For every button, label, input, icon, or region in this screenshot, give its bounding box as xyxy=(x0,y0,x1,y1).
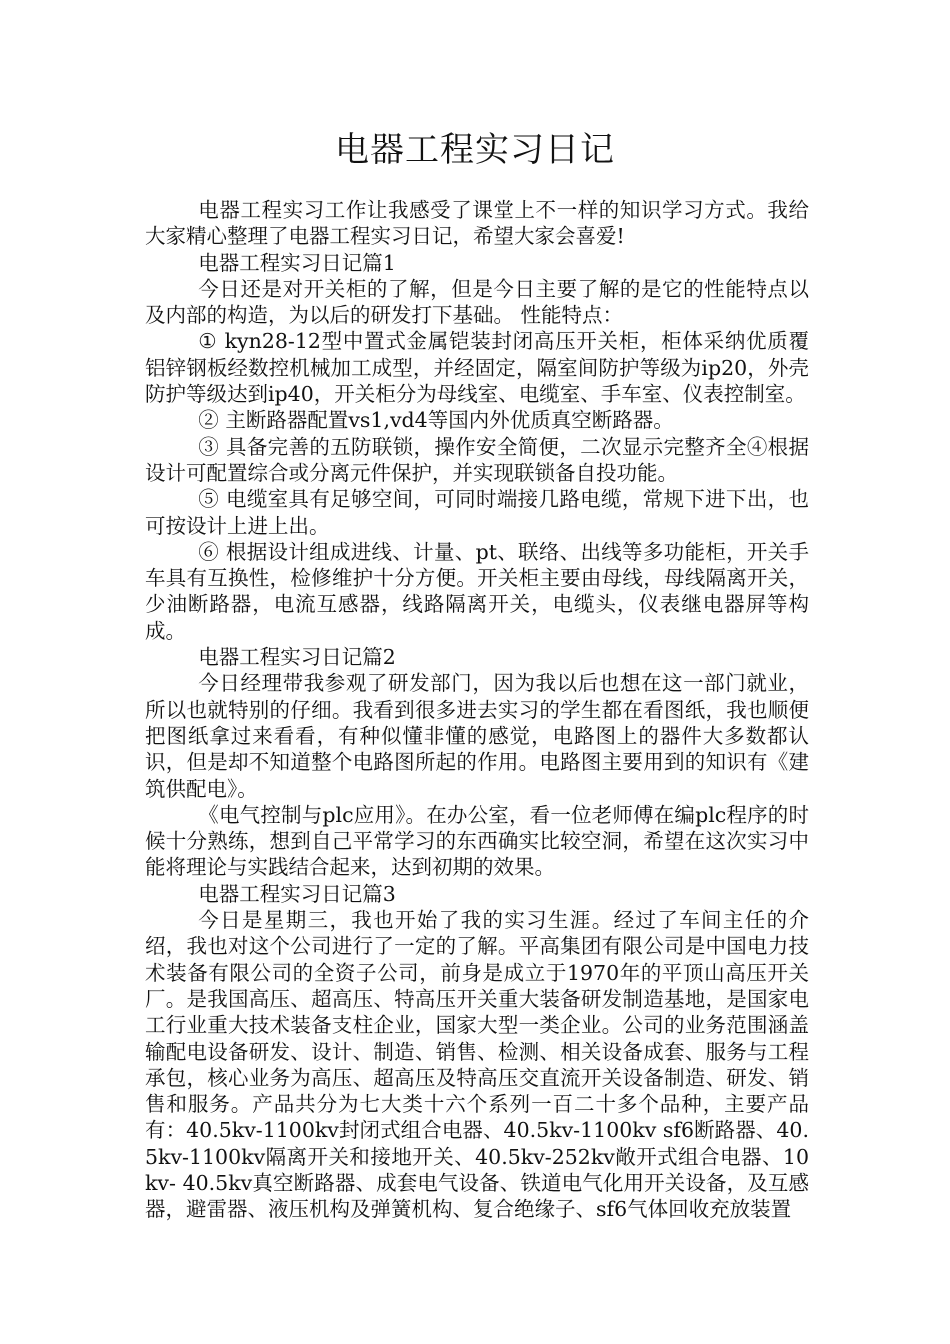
list-item-6: ⑥ 根据设计组成进线、计量、pt、联络、出线等多功能柜，开关手车具有互换性，检修维护十分方便。开关柜主要由母线，母线隔离开关，少油断路器，电流互感器，线路隔离开关，电缆头，仪表继电器屏等构成。 xyxy=(145,539,809,643)
body-paragraph: 今日是星期三，我也开始了我的实习生涯。经过了车间主任的介绍，我也对这个公司进行了一定的了解。平高集团有限公司是中国电力技术装备有限公司的全资子公司，前身是成立于1970年的平顶山高压开关厂。是我国高压、超高压、特高压开关重大装备研发制造基地，是国家电工行业重大技术装备支柱企业，国家大型一类企业。公司的业务范围涵盖输配电设备研发、设计、制造、销售、检测、相关设备成套、服务与工程承包，核心业务为高压、超高压及特高压交直流开关设备制造、研发、销售和服务。产品共分为七大类十六个系列一百二十多个品种，主要产品有：40.5kv-1100kv封闭式组合电器、40.5kv-1100kv sf6断路器、40.5kv-1100kv隔离开关和接地开关、40.5kv-252kv敞开式组合电器、10kv- 40.5kv真空断路器、成套电气设备、铁道电气化用开关设备，及互感器，避雷器、液压机构及弹簧机构、复合绝缘子、sf6气体回收充放装置 xyxy=(145,908,809,1222)
intro-paragraph: 电器工程实习工作让我感受了课堂上不一样的知识学习方式。我给大家精心整理了电器工程实习日记，希望大家会喜爱! xyxy=(145,198,809,249)
section-heading-2: 电器工程实习日记篇2 xyxy=(198,645,396,670)
body-paragraph: 《电气控制与plc应用》。在办公室，看一位老师傅在编plc程序的时候十分熟练，想到自己平常学习的东西确实比较空洞，希望在这次实习中能将理论与实践结合起来，达到初期的效果。 xyxy=(145,802,809,880)
section-heading-3: 电器工程实习日记篇3 xyxy=(198,881,396,906)
list-item-3: ③ 具备完善的五防联锁，操作安全简便，二次显示完整齐全④根据设计可配置综合或分离元件保护，并实现联锁备自投功能。 xyxy=(145,434,809,485)
document-title: 电器工程实习日记 xyxy=(335,130,615,170)
list-item-1: ① kyn28-12型中置式金属铠装封闭高压开关柜，柜体采纳优质覆铝锌钢板经数控机械加工成型，并经固定，隔室间防护等级为ip20，外壳防护等级达到ip40，开关柜分为母线室、电缆室、手车室、仪表控制室。 xyxy=(145,329,809,407)
body-paragraph: 今日经理带我参观了研发部门，因为我以后也想在这一部门就业，所以也就特别的仔细。我看到很多进去实习的学生都在看图纸，我也顺便把图纸拿过来看看，有种似懂非懂的感觉，电路图上的器件大多数都认识，但是却不知道整个电路图所起的作用。电路图主要用到的知识有《建筑供配电》。 xyxy=(145,671,809,801)
list-item-5: ⑤ 电缆室具有足够空间，可同时端接几路电缆，常规下进下出，也可按设计上进上出。 xyxy=(145,487,809,538)
document-body xyxy=(145,197,809,1223)
body-paragraph: 今日还是对开关柜的了解，但是今日主要了解的是它的性能特点以及内部的构造，为以后的研发打下基础。 性能特点： xyxy=(145,276,809,328)
section-heading-1: 电器工程实习日记篇1 xyxy=(198,250,396,275)
list-item-2: ② 主断路器配置vs1,vd4等国内外优质真空断路器。 xyxy=(198,408,674,433)
